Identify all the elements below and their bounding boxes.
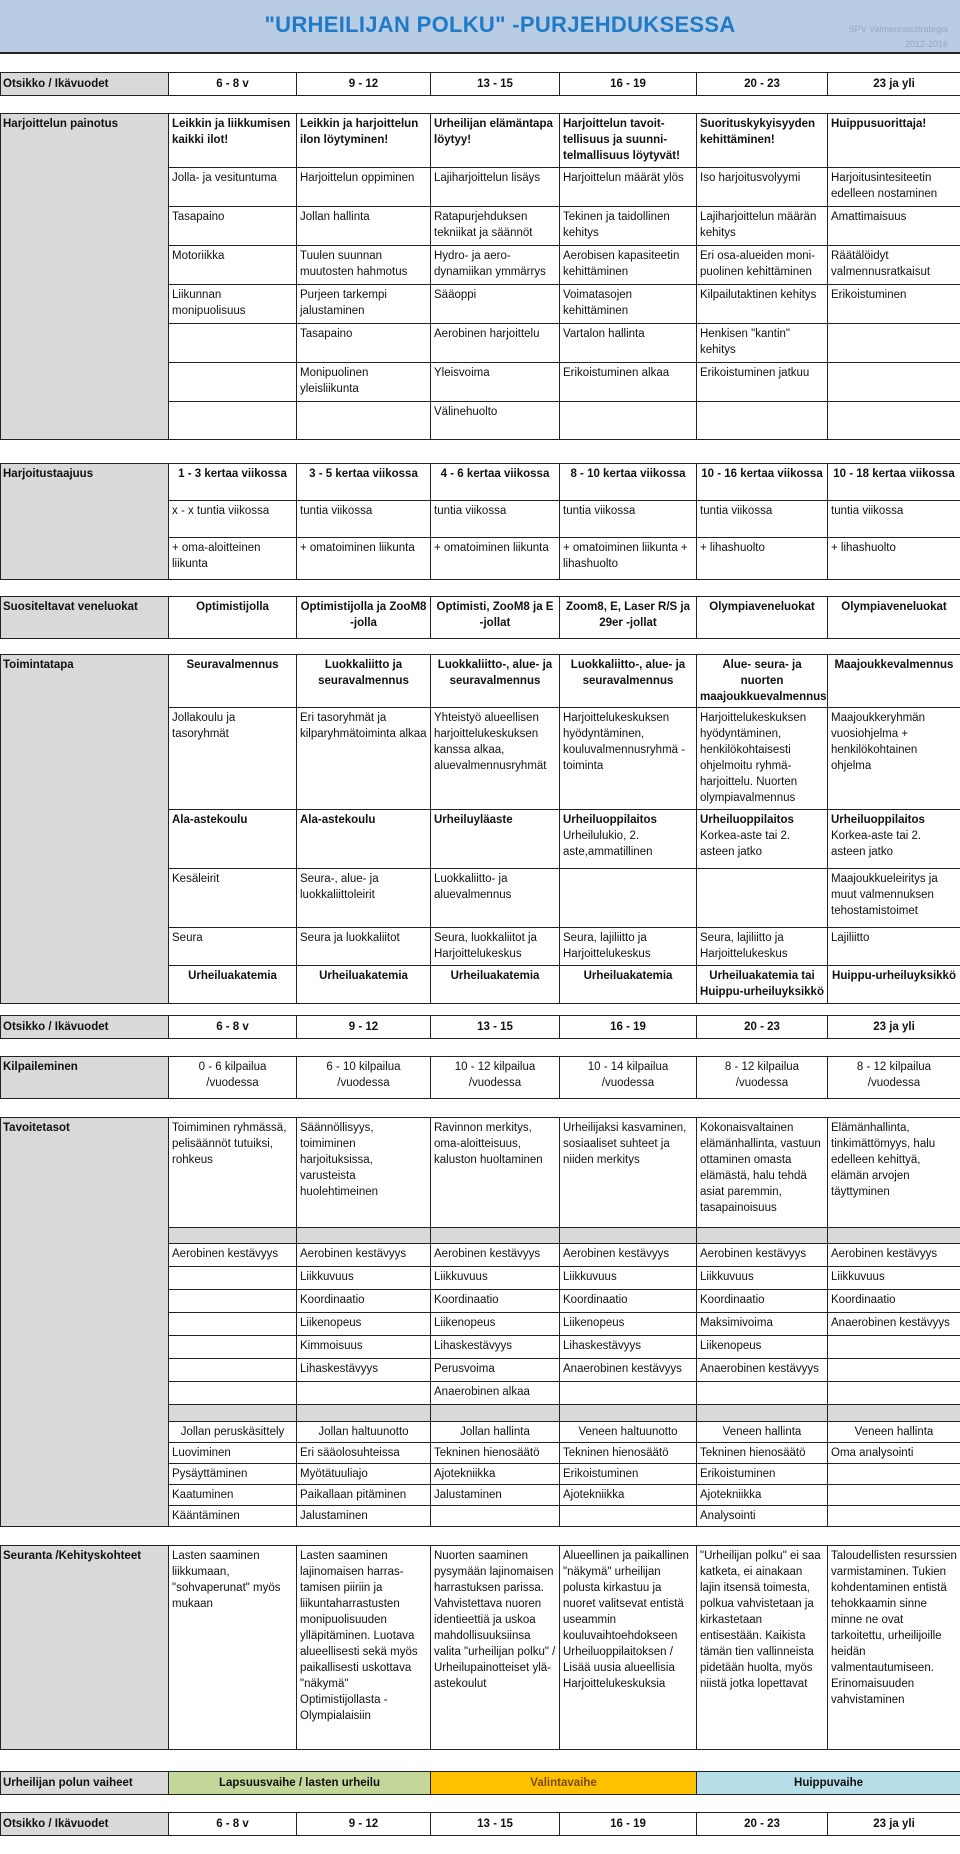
- physical-cell: Liikenopeus: [297, 1313, 431, 1336]
- toimintatapa-school-cell: [297, 810, 431, 869]
- painotus-cell: Monipuolinen yleisliikunta: [297, 363, 431, 402]
- taajuus-label: Harjoitustaajuus: [1, 464, 169, 580]
- toimintatapa-academy-cell: Huippu-urheiluyksikkö: [828, 966, 960, 1004]
- physical-cell: Lihaskestävyys: [297, 1359, 431, 1382]
- physical-cell: [828, 1382, 960, 1405]
- painotus-cell: [828, 402, 960, 440]
- physical-cell: Anaerobinen kestävyys: [560, 1359, 697, 1382]
- physical-cell: Aerobinen kestävyys: [560, 1244, 697, 1267]
- physical-cell: [169, 1267, 297, 1290]
- age-header-top: [0, 72, 960, 96]
- org-years: 2012-2016: [904, 39, 948, 49]
- painotus-cell: Purjeen tarkempi jalustaminen: [297, 285, 431, 324]
- vaiheet-section: [0, 1771, 960, 1795]
- tavoitetasot-goal-cell: Urheilijaksi kasvaminen, sosiaaliset suhteet ja niiden merkitys: [560, 1118, 697, 1228]
- toimintatapa-cell: Seura, luokkaliitot ja Harjoittelukeskus: [431, 928, 560, 966]
- age-header-row: [1, 1016, 960, 1039]
- physical-cell: Anaerobinen kestävyys: [697, 1359, 828, 1382]
- toimintatapa-school-cell: [828, 810, 960, 869]
- toimintatapa-header-cell: Luokkaliitto ja seuravalmennus: [297, 655, 431, 708]
- tavoitetasot-goal-cell: Kokonaisvaltainen elämänhallinta, vastuun ottaminen omasta elämästä, halu tehdä asiat paremmin, tasapainoisuus: [697, 1118, 828, 1228]
- page-title: "URHEILIJAN POLKU" -PURJEHDUKSESSA: [264, 12, 736, 37]
- kilpaileminen-label: Kilpaileminen: [1, 1057, 169, 1099]
- tavoitetasot-goal-cell: Elämänhallinta, tinkimättömyys, halu edelleen kehittyä, elämän arvojen täyttyminen: [828, 1118, 960, 1228]
- toimintatapa-cell: Jollakoulu ja tasoryhmät: [169, 708, 297, 810]
- physical-cell: Liikenopeus: [431, 1313, 560, 1336]
- taajuus-header-cell: 10 - 16 kertaa viikossa: [697, 464, 828, 501]
- age-header-cell: 20 - 23: [697, 73, 828, 96]
- spacer-cell: [828, 1228, 960, 1244]
- painotus-cell: Lajiharjoittelun määrän kehitys: [697, 207, 828, 246]
- toimintatapa-academy-cell: Urheiluakatemia: [560, 966, 697, 1004]
- painotus-cell: Tasapaino: [169, 207, 297, 246]
- seuranta-cell: Alueellinen ja paikallinen "näkymä" urheilijan polusta kirkastuu ja nuoret valitsevat entistä useammin kouluvaihtoehdokseen Urheiluoppilaitoksen / Lisää uusia alueellisia Harjoittelukeskuksia: [560, 1546, 697, 1750]
- toimintatapa-table: [0, 654, 960, 1004]
- age-header-cell: 6 - 8 v: [169, 73, 297, 96]
- tavoitetasot-goal-row: [1, 1118, 960, 1228]
- skill-header-cell: Veneen haltuunotto: [560, 1422, 697, 1443]
- veneluokat-cell: Zoom8, E, Laser R/S ja 29er -jollat: [560, 597, 697, 639]
- physical-cell: Koordinaatio: [560, 1290, 697, 1313]
- painotus-cell: Aerobisen kapasiteetin kehittäminen: [560, 246, 697, 285]
- toimintatapa-cell: Harjoittelukeskuksen hyödyntäminen, kouluvalmennusryhmä -toiminta: [560, 708, 697, 810]
- taajuus-header-cell: 10 - 18 kertaa viikossa: [828, 464, 960, 501]
- physical-cell: Kimmoisuus: [297, 1336, 431, 1359]
- skill-cell: Ajotekniikka: [431, 1464, 560, 1485]
- painotus-cell: [560, 402, 697, 440]
- taajuus-header-cell: 3 - 5 kertaa viikossa: [297, 464, 431, 501]
- skill-cell: Paikallaan pitäminen: [297, 1485, 431, 1506]
- painotus-cell: Huippusuorittaja!: [828, 114, 960, 168]
- kilpaileminen-row: [1, 1057, 960, 1099]
- skill-cell: Tekninen hienosäätö: [431, 1443, 560, 1464]
- physical-cell: Koordinaatio: [297, 1290, 431, 1313]
- taajuus-cell: + lihashuolto: [697, 538, 828, 580]
- spacer-cell: [297, 1228, 431, 1244]
- seuranta-label: Seuranta /Kehityskohteet: [1, 1546, 169, 1750]
- toimintatapa-cell: Luokkaliitto- ja aluevalmennus: [431, 869, 560, 928]
- painotus-cell: Eri osa-alueiden moni-puolinen kehittäminen: [697, 246, 828, 285]
- kilpaileminen-cell: 8 - 12 kilpailua /vuodessa: [828, 1057, 960, 1099]
- skill-cell: [828, 1506, 960, 1527]
- skill-cell: Ajotekniikka: [697, 1485, 828, 1506]
- painotus-cell: Harjoittelun määrät ylös: [560, 168, 697, 207]
- physical-cell: Lihaskestävyys: [560, 1336, 697, 1359]
- age-header-label: Otsikko / Ikävuodet: [1, 1813, 169, 1836]
- painotus-cell: Voimatasojen kehittäminen: [560, 285, 697, 324]
- toimintatapa-school-cell: [431, 810, 560, 869]
- toimintatapa-cell: Harjoittelukeskuksen hyödyntäminen, henkilökohtaisesti ohjelmoitu ryhmä-harjoittelu. Nuorten olympiavalmennus: [697, 708, 828, 810]
- taajuus-cell: tuntia viikossa: [560, 501, 697, 538]
- age-header-cell: 16 - 19: [560, 73, 697, 96]
- painotus-cell: Henkisen "kantin" kehitys: [697, 324, 828, 363]
- toimintatapa-cell: [560, 869, 697, 928]
- skill-cell: Oma analysointi: [828, 1443, 960, 1464]
- skill-cell: Kääntäminen: [169, 1506, 297, 1527]
- kilpaileminen-cell: 0 - 6 kilpailua /vuodessa: [169, 1057, 297, 1099]
- phase-cell: Huippuvaihe: [697, 1772, 960, 1795]
- painotus-cell: Ratapurjehduksen tekniikat ja säännöt: [431, 207, 560, 246]
- seuranta-cell: Lasten saaminen liikkumaan, "sohvaperunat" myös mukaan: [169, 1546, 297, 1750]
- physical-cell: Liikkuvuus: [297, 1267, 431, 1290]
- spacer-cell: [297, 1405, 431, 1422]
- physical-cell: Liikkuvuus: [697, 1267, 828, 1290]
- toimintatapa-cell: [697, 869, 828, 928]
- taajuus-cell: tuntia viikossa: [431, 501, 560, 538]
- painotus-label: Harjoittelun painotus: [1, 114, 169, 440]
- painotus-cell: [828, 324, 960, 363]
- seuranta-section: [0, 1545, 960, 1750]
- painotus-cell: Motoriikka: [169, 246, 297, 285]
- toimintatapa-cell: Seura ja luokkaliitot: [297, 928, 431, 966]
- painotus-cell: Välinehuolto: [431, 402, 560, 440]
- painotus-cell: [169, 324, 297, 363]
- toimintatapa-section: [0, 654, 960, 1004]
- toimintatapa-header-cell: Maajoukkevalmennus: [828, 655, 960, 708]
- skill-cell: [431, 1506, 560, 1527]
- age-header-cell: 20 - 23: [697, 1016, 828, 1039]
- toimintatapa-academy-cell: Urheiluakatemia: [431, 966, 560, 1004]
- painotus-cell: Aerobinen harjoittelu: [431, 324, 560, 363]
- physical-cell: [169, 1290, 297, 1313]
- physical-cell: Maksimivoima: [697, 1313, 828, 1336]
- kilpaileminen-cell: 8 - 12 kilpailua /vuodessa: [697, 1057, 828, 1099]
- toimintatapa-cell: Seura: [169, 928, 297, 966]
- school-detail: Korkea-aste tai 2. asteen jatko: [700, 830, 791, 858]
- kilpaileminen-cell: 10 - 12 kilpailua /vuodessa: [431, 1057, 560, 1099]
- painotus-cell: Tasapaino: [297, 324, 431, 363]
- veneluokat-cell: Optimistijolla: [169, 597, 297, 639]
- kilpaileminen-table: [0, 1056, 960, 1099]
- age-header-row: [1, 1813, 960, 1836]
- school-type: Ala-astekoulu: [300, 814, 376, 826]
- phase-cell: Lapsuusvaihe / lasten urheilu: [169, 1772, 431, 1795]
- toimintatapa-header-cell: Luokkaliitto-, alue- ja seuravalmennus: [560, 655, 697, 708]
- skill-cell: Analysointi: [697, 1506, 828, 1527]
- painotus-cell: [297, 402, 431, 440]
- age-header-table: [0, 1015, 960, 1039]
- painotus-cell: Erikoistuminen: [828, 285, 960, 324]
- painotus-cell: Liikunnan monipuolisuus: [169, 285, 297, 324]
- spacer-cell: [697, 1405, 828, 1422]
- painotus-section: [0, 113, 960, 440]
- physical-cell: [169, 1336, 297, 1359]
- painotus-cell: Suorituskykyisyyden kehittäminen!: [697, 114, 828, 168]
- spacer-cell: [697, 1228, 828, 1244]
- physical-cell: Aerobinen kestävyys: [431, 1244, 560, 1267]
- skill-cell: [560, 1506, 697, 1527]
- painotus-cell: Erikoistuminen alkaa: [560, 363, 697, 402]
- physical-cell: Perusvoima: [431, 1359, 560, 1382]
- toimintatapa-school-cell: [560, 810, 697, 869]
- painotus-cell: Jollan hallinta: [297, 207, 431, 246]
- painotus-cell: Iso harjoitusvolyymi: [697, 168, 828, 207]
- age-header-cell: 6 - 8 v: [169, 1813, 297, 1836]
- org-note: [849, 22, 948, 52]
- toimintatapa-header-row: [1, 655, 960, 708]
- physical-cell: Liikkuvuus: [828, 1267, 960, 1290]
- painotus-cell: Leikkin ja liikkumisen kaikki ilot!: [169, 114, 297, 168]
- painotus-cell: Urheilijan elämäntapa löytyy!: [431, 114, 560, 168]
- skill-cell: Ajotekniikka: [560, 1485, 697, 1506]
- physical-cell: Aerobinen kestävyys: [297, 1244, 431, 1267]
- seuranta-row: [1, 1546, 960, 1750]
- painotus-table: [0, 113, 960, 440]
- age-header-cell: 13 - 15: [431, 1813, 560, 1836]
- age-header-cell: 13 - 15: [431, 1016, 560, 1039]
- toimintatapa-header-cell: Alue- seura- ja nuorten maajoukkuevalmennus: [697, 655, 828, 708]
- kilpaileminen-cell: 6 - 10 kilpailua /vuodessa: [297, 1057, 431, 1099]
- toimintatapa-cell: Maajoukkueleiritys ja muut valmennuksen tehostamistoimet: [828, 869, 960, 928]
- painotus-cell: Vartalon hallinta: [560, 324, 697, 363]
- painotus-cell: Harjoittelun tavoit-tellisuus ja suunni-telmallisuus löytyvät!: [560, 114, 697, 168]
- age-header-cell: 16 - 19: [560, 1813, 697, 1836]
- veneluokat-section: [0, 596, 960, 639]
- phase-cell: Valintavaihe: [431, 1772, 697, 1795]
- physical-cell: Aerobinen kestävyys: [828, 1244, 960, 1267]
- toimintatapa-cell: Kesäleirit: [169, 869, 297, 928]
- age-header-cell: 23 ja yli: [828, 73, 960, 96]
- taajuus-cell: + omatoiminen liikunta + lihashuolto: [560, 538, 697, 580]
- physical-cell: Aerobinen kestävyys: [697, 1244, 828, 1267]
- taajuus-header-row: [1, 464, 960, 501]
- skill-cell: [828, 1464, 960, 1485]
- painotus-cell: Lajiharjoittelun lisäys: [431, 168, 560, 207]
- skill-cell: Tekninen hienosäätö: [560, 1443, 697, 1464]
- physical-cell: [297, 1382, 431, 1405]
- physical-cell: Liikenopeus: [560, 1313, 697, 1336]
- painotus-cell: [828, 363, 960, 402]
- skill-header-cell: Jollan peruskäsittely: [169, 1422, 297, 1443]
- taajuus-cell: tuntia viikossa: [297, 501, 431, 538]
- veneluokat-table: [0, 596, 960, 639]
- age-header-cell: 20 - 23: [697, 1813, 828, 1836]
- toimintatapa-cell: Seura-, alue- ja luokkaliittoleirit: [297, 869, 431, 928]
- toimintatapa-school-cell: [697, 810, 828, 869]
- title-bar: [0, 0, 960, 54]
- skill-cell: Jalustaminen: [297, 1506, 431, 1527]
- veneluokat-row: [1, 597, 960, 639]
- skill-cell: Myötätuuliajo: [297, 1464, 431, 1485]
- age-header-cell: 6 - 8 v: [169, 1016, 297, 1039]
- taajuus-header-cell: 4 - 6 kertaa viikossa: [431, 464, 560, 501]
- org-name: SPV Valmennusstrategia: [848, 24, 948, 34]
- physical-cell: [169, 1382, 297, 1405]
- skill-header-cell: Jollan haltuunotto: [297, 1422, 431, 1443]
- school-type: Urheiluoppilaitos: [563, 814, 657, 826]
- taajuus-table: [0, 463, 960, 580]
- spacer-cell: [169, 1405, 297, 1422]
- toimintatapa-cell: Seura, lajiliitto ja Harjoittelukeskus: [560, 928, 697, 966]
- physical-cell: Anaerobinen alkaa: [431, 1382, 560, 1405]
- vaiheet-label: Urheilijan polun vaiheet: [1, 1772, 169, 1795]
- skill-cell: [828, 1485, 960, 1506]
- painotus-cell: Sääoppi: [431, 285, 560, 324]
- age-header-cell: 9 - 12: [297, 1016, 431, 1039]
- taajuus-cell: + omatoiminen liikunta: [431, 538, 560, 580]
- tavoitetasot-table: [0, 1117, 960, 1527]
- skill-cell: Pysäyttäminen: [169, 1464, 297, 1485]
- skill-cell: Erikoistuminen: [560, 1464, 697, 1485]
- school-type: Urheiluyläaste: [434, 814, 513, 826]
- painotus-cell: Tuulen suunnan muutosten hahmotus: [297, 246, 431, 285]
- toimintatapa-academy-cell: Urheiluakatemia: [297, 966, 431, 1004]
- physical-cell: Liikkuvuus: [431, 1267, 560, 1290]
- tavoitetasot-label: Tavoitetasot: [1, 1118, 169, 1527]
- age-header-row: [1, 73, 960, 96]
- seuranta-table: [0, 1545, 960, 1750]
- spacer-cell: [560, 1228, 697, 1244]
- seuranta-cell: Nuorten saaminen pysymään lajinomaisen harrastuksen parissa. Vahvistettava nuoren identieettiä ja uskoa mahdollisuuksiinsa valita "urheilijan polku" / Urheilupainotteiset ylä-astekoulut: [431, 1546, 560, 1750]
- taajuus-section: [0, 463, 960, 580]
- physical-cell: [169, 1313, 297, 1336]
- taajuus-cell: tuntia viikossa: [828, 501, 960, 538]
- skill-cell: Jalustaminen: [431, 1485, 560, 1506]
- tavoitetasot-goal-cell: Ravinnon merkitys, oma-aloitteisuus, kaluston huoltaminen: [431, 1118, 560, 1228]
- school-type: Urheiluoppilaitos: [700, 814, 794, 826]
- age-header-label: Otsikko / Ikävuodet: [1, 1016, 169, 1039]
- toimintatapa-cell: Lajiliitto: [828, 928, 960, 966]
- taajuus-cell: + omatoiminen liikunta: [297, 538, 431, 580]
- age-header-cell: 16 - 19: [560, 1016, 697, 1039]
- veneluokat-label: Suositeltavat veneluokat: [1, 597, 169, 639]
- tavoitetasot-section: [0, 1117, 960, 1527]
- painotus-cell: [697, 402, 828, 440]
- seuranta-cell: Taloudellisten resurssien varmistaminen. Tukien kohdentaminen entistä tehokkaamin sinne minne ne ovat tarkoitettu, urheilijoille heidän valmentautumiseen. Erinomaisuuden vahvistaminen: [828, 1546, 960, 1750]
- school-detail: Urheilulukio, 2. aste,ammatillinen: [563, 830, 653, 858]
- toimintatapa-label: Toimintatapa: [1, 655, 169, 1004]
- painotus-cell: [169, 363, 297, 402]
- toimintatapa-cell: Eri tasoryhmät ja kilparyhmätoiminta alkaa: [297, 708, 431, 810]
- painotus-cell: Tekinen ja taidollinen kehitys: [560, 207, 697, 246]
- toimintatapa-cell: Seura, lajiliitto ja Harjoittelukeskus: [697, 928, 828, 966]
- spacer-cell: [431, 1405, 560, 1422]
- physical-cell: [560, 1382, 697, 1405]
- taajuus-header-cell: 1 - 3 kertaa viikossa: [169, 464, 297, 501]
- skill-cell: Erikoistuminen: [697, 1464, 828, 1485]
- physical-cell: [828, 1359, 960, 1382]
- physical-cell: Lihaskestävyys: [431, 1336, 560, 1359]
- spacer-cell: [560, 1405, 697, 1422]
- toimintatapa-header-cell: Seuravalmennus: [169, 655, 297, 708]
- taajuus-cell: x - x tuntia viikossa: [169, 501, 297, 538]
- painotus-cell: Harjoittelun oppiminen: [297, 168, 431, 207]
- veneluokat-cell: Olympiaveneluokat: [828, 597, 960, 639]
- seuranta-cell: "Urheilijan polku" ei saa katketa, ei ainakaan lajin itsensä toimesta, polkua vahvistetaan ja kirkastetaan entisestään. Kaikista tämän tien vallinneista pidetään huolta, myös niistä jotka lopettavat: [697, 1546, 828, 1750]
- skill-cell: Kaatuminen: [169, 1485, 297, 1506]
- age-header-table: [0, 1812, 960, 1836]
- physical-cell: Liikkuvuus: [560, 1267, 697, 1290]
- painotus-cell: Amattimaisuus: [828, 207, 960, 246]
- spacer-cell: [828, 1405, 960, 1422]
- skill-header-cell: Veneen hallinta: [697, 1422, 828, 1443]
- age-header-label: Otsikko / Ikävuodet: [1, 73, 169, 96]
- vaiheet-row: [1, 1772, 960, 1795]
- taajuus-header-cell: 8 - 10 kertaa viikossa: [560, 464, 697, 501]
- painotus-cell: Jolla- ja vesituntuma: [169, 168, 297, 207]
- toimintatapa-header-cell: Luokkaliitto-, alue- ja seuravalmennus: [431, 655, 560, 708]
- school-type: Urheiluoppilaitos: [831, 814, 925, 826]
- physical-cell: [828, 1336, 960, 1359]
- painotus-cell: Hydro- ja aero-dynamiikan ymmärrys: [431, 246, 560, 285]
- kilpaileminen-cell: 10 - 14 kilpailua /vuodessa: [560, 1057, 697, 1099]
- school-detail: Korkea-aste tai 2. asteen jatko: [831, 830, 922, 858]
- painotus-cell: Kilpailutaktinen kehitys: [697, 285, 828, 324]
- painotus-row: [1, 114, 960, 168]
- taajuus-cell: + oma-aloitteinen liikunta: [169, 538, 297, 580]
- physical-cell: [697, 1382, 828, 1405]
- physical-cell: Anaerobinen kestävyys: [828, 1313, 960, 1336]
- taajuus-cell: tuntia viikossa: [697, 501, 828, 538]
- painotus-cell: Erikoistuminen jatkuu: [697, 363, 828, 402]
- school-type: Ala-astekoulu: [172, 814, 248, 826]
- age-header-bottom: [0, 1812, 960, 1836]
- age-header-cell: 9 - 12: [297, 1813, 431, 1836]
- toimintatapa-cell: Yhteistyö alueellisen harjoittelukeskuksen kanssa alkaa, aluevalmennusryhmät: [431, 708, 560, 810]
- physical-cell: Koordinaatio: [431, 1290, 560, 1313]
- veneluokat-cell: Olympiaveneluokat: [697, 597, 828, 639]
- toimintatapa-academy-cell: Urheiluakatemia: [169, 966, 297, 1004]
- skill-header-cell: Jollan hallinta: [431, 1422, 560, 1443]
- skill-cell: Eri sääolosuhteissa: [297, 1443, 431, 1464]
- age-header-table: [0, 72, 960, 96]
- physical-cell: [169, 1359, 297, 1382]
- skill-cell: Tekninen hienosäätö: [697, 1443, 828, 1464]
- spacer-cell: [169, 1228, 297, 1244]
- age-header-cell: 13 - 15: [431, 73, 560, 96]
- age-header-cell: 23 ja yli: [828, 1016, 960, 1039]
- age-header-cell: 23 ja yli: [828, 1813, 960, 1836]
- toimintatapa-academy-cell: Urheiluakatemia tai Huippu-urheiluyksikkö: [697, 966, 828, 1004]
- seuranta-cell: Lasten saaminen lajinomaisen harras-tamisen piiriin ja liikuntaharrastusten monipuolisuuden ylläpitäminen. Luotava alueellisesti sekä myös paikallisesti uskottava "näkymä" Optimistijollasta - Olympialaisiin: [297, 1546, 431, 1750]
- skill-cell: Luoviminen: [169, 1443, 297, 1464]
- veneluokat-cell: Optimisti, ZooM8 ja E -jollat: [431, 597, 560, 639]
- painotus-cell: Harjoitusintesiteetin edelleen nostaminen: [828, 168, 960, 207]
- taajuus-cell: + lihashuolto: [828, 538, 960, 580]
- tavoitetasot-goal-cell: Säännöllisyys, toimiminen harjoituksissa, varusteista huolehtimeinen: [297, 1118, 431, 1228]
- physical-cell: Koordinaatio: [828, 1290, 960, 1313]
- toimintatapa-cell: Maajoukkeryhmän vuosiohjelma + henkilökohtainen ohjelma: [828, 708, 960, 810]
- vaiheet-table: [0, 1771, 960, 1795]
- painotus-cell: Yleisvoima: [431, 363, 560, 402]
- painotus-cell: Leikkin ja harjoittelun ilon löytyminen!: [297, 114, 431, 168]
- physical-cell: Aerobinen kestävyys: [169, 1244, 297, 1267]
- physical-cell: Liikenopeus: [697, 1336, 828, 1359]
- veneluokat-cell: Optimistijolla ja ZooM8 -jolla: [297, 597, 431, 639]
- age-header-cell: 9 - 12: [297, 73, 431, 96]
- tavoitetasot-goal-cell: Toimiminen ryhmässä, pelisäännöt tutuiksi, rohkeus: [169, 1118, 297, 1228]
- painotus-cell: [169, 402, 297, 440]
- age-header-middle: [0, 1015, 960, 1039]
- skill-header-cell: Veneen hallinta: [828, 1422, 960, 1443]
- toimintatapa-school-cell: [169, 810, 297, 869]
- painotus-cell: Räätälöidyt valmennusratkaisut: [828, 246, 960, 285]
- spacer-cell: [431, 1228, 560, 1244]
- kilpaileminen-section: [0, 1056, 960, 1099]
- physical-cell: Koordinaatio: [697, 1290, 828, 1313]
